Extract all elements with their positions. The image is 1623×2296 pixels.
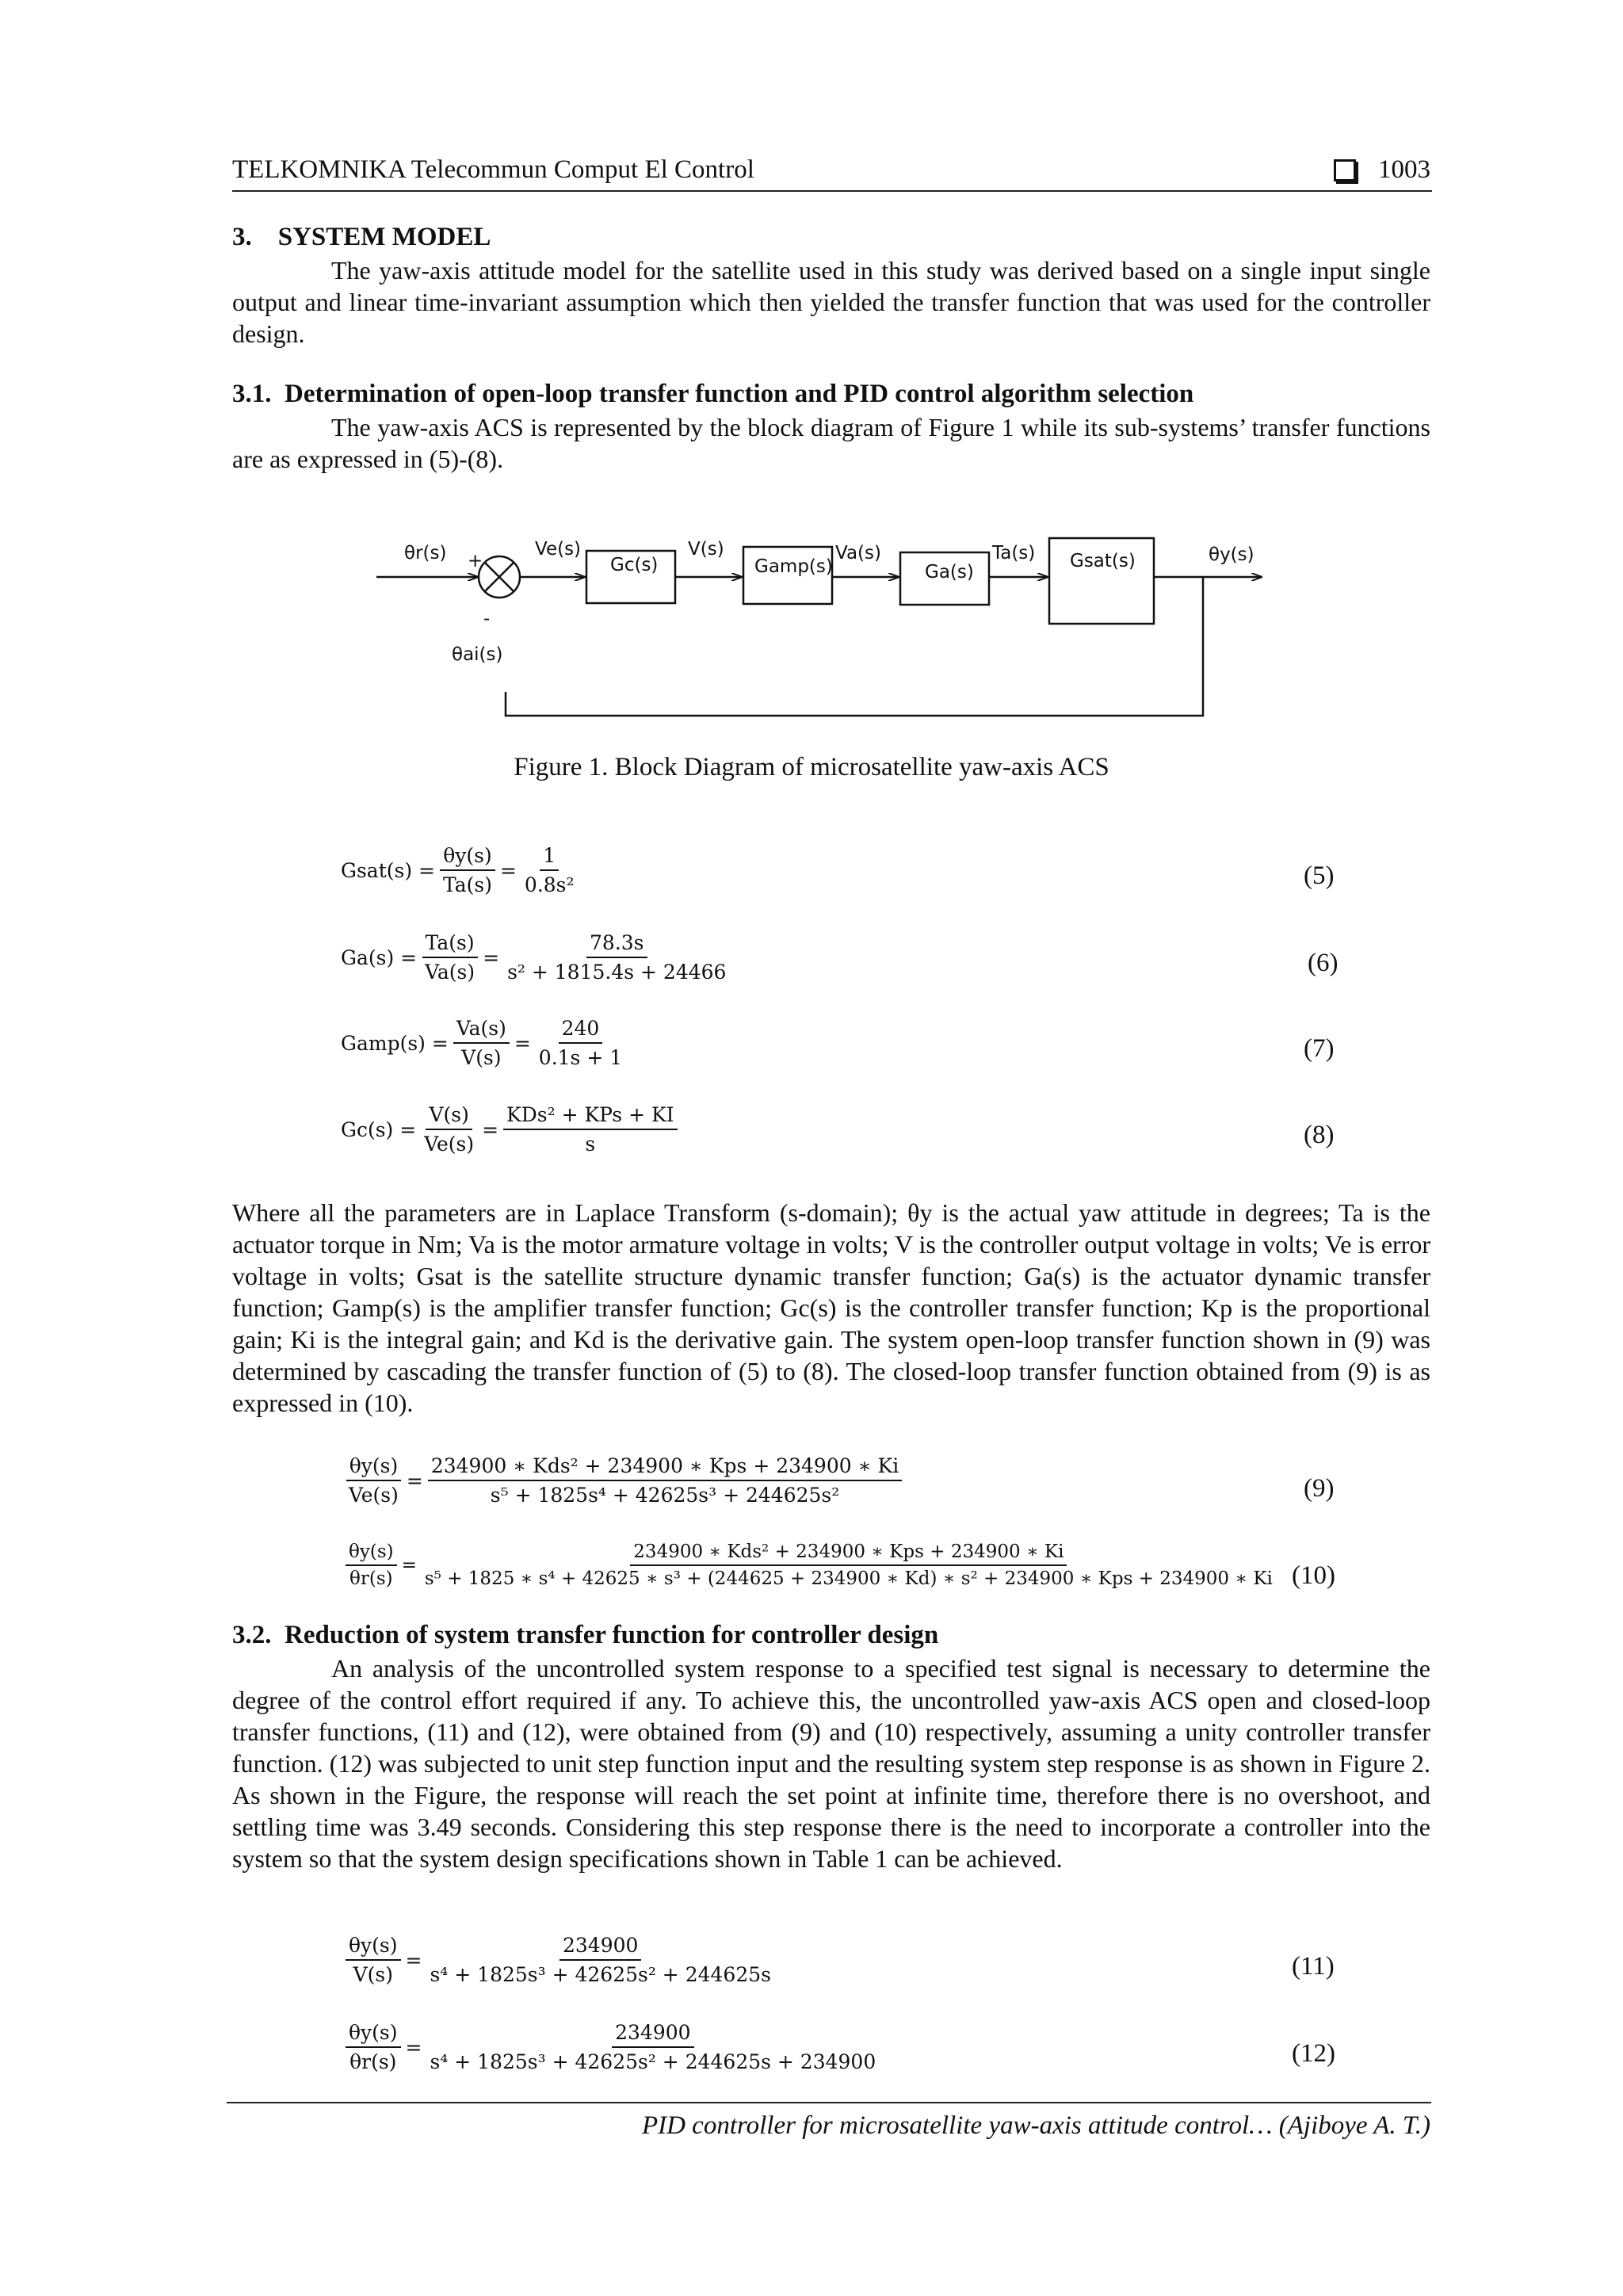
feedback-path bbox=[506, 577, 1203, 716]
equation-number-12: (12) bbox=[1292, 2039, 1335, 2068]
checkbox-square-icon bbox=[1334, 159, 1356, 181]
amplifier-label: Gamp(s) bbox=[754, 556, 833, 577]
section-3-paragraph: The yaw-axis attitude model for the satellite used in this study was derived based on a single input single output and linear time-invariant assumption which then yielded the transfer function that was used for the controller design. bbox=[232, 256, 1430, 348]
equation-11: $\frac{\theta y(s)}{V(s)}$ = $\frac{234900}{\text{s⁴ + 1825s³ + 42625s² + 244625s}}$ bbox=[341, 1934, 779, 1986]
equation-8: Gc(s) = $\frac{V(s)}{Ve(s)}$ = $\frac{\text{KDs² + KPs + KI}}{s}$ bbox=[341, 1103, 682, 1156]
error-label: Ve(s) bbox=[535, 539, 582, 560]
page-number: 1003 bbox=[1378, 155, 1430, 184]
input-label: θr(s) bbox=[404, 543, 447, 563]
amplifier-output-label: Va(s) bbox=[835, 543, 881, 563]
equation-number-6: (6) bbox=[1308, 949, 1338, 977]
running-footer: PID controller for microsatellite yaw-axis attitude control… (Ajiboye A. T.) bbox=[641, 2111, 1430, 2140]
torque-label: Ta(s) bbox=[992, 543, 1036, 563]
figure-1-caption: Figure 1. Block Diagram of microsatellite yaw-axis ACS bbox=[514, 753, 1109, 781]
feedback-label: θai(s) bbox=[452, 644, 503, 665]
equation-number-5: (5) bbox=[1304, 861, 1335, 890]
output-label: θy(s) bbox=[1209, 544, 1254, 565]
journal-name: TELKOMNIKA Telecommun Comput El Control bbox=[232, 155, 754, 184]
controller-label: Gc(s) bbox=[610, 555, 659, 575]
block-diagram bbox=[372, 527, 1276, 733]
equation-number-8: (8) bbox=[1304, 1121, 1335, 1149]
equation-number-11: (11) bbox=[1292, 1952, 1335, 1981]
section-heading-3-1: 3.1. Determination of open-loop transfer function and PID control algorithm selection bbox=[232, 380, 1194, 408]
equation-number-7: (7) bbox=[1304, 1034, 1335, 1063]
equation-number-9: (9) bbox=[1304, 1474, 1335, 1503]
actuator-label: Ga(s) bbox=[925, 562, 974, 583]
equation-10: $\frac{\theta y(s)}{\theta r(s)}$ = 234900 ∗ Kds² + 234900 ∗ Kps + 234900 ∗ Ki s⁵ + 1825 ∗ s⁴ + 42625 ∗ s³ + (244625 + 234900 ∗ Kd) ∗ s² + 234900 ∗ Kps + 234900 ∗ Ki bbox=[341, 1541, 1281, 1589]
footer-rule bbox=[227, 2102, 1431, 2103]
header-rule bbox=[232, 190, 1432, 192]
section-heading-3: 3. SYSTEM MODEL bbox=[232, 223, 491, 251]
section-heading-3-2: 3.2. Reduction of system transfer function for controller design bbox=[232, 1621, 939, 1649]
equation-9: $\frac{\theta y(s)}{Ve(s)}$ = $\frac{\text{234900 ∗ Kds² + 234900 ∗ Kps + 234900 ∗ Ki}}{\text{s⁵ + 1825s⁴ + 42625s³ + 244625s²}}$ bbox=[341, 1454, 907, 1507]
plus-sign: + bbox=[468, 551, 483, 571]
controller-output-label: V(s) bbox=[688, 539, 724, 560]
section-3-2-paragraph: An analysis of the uncontrolled system response to a specified test signal is necessary to determine the degree of the control effort required if any. To achieve this, the uncontrolled yaw-axis ACS open and closed-loop transfer functions, (11) and (12), were obtained from (9) and (10) respectively, assuming a unity controller transfer function. (12) was subjected to unit step function input and the resulting system step response is as shown in Figure 2. As shown in the Figure, the response will reach the set point at infinite time, therefore there is no overshoot, and settling time was 3.49 seconds. Considering this step response there is the need to incorporate a controller into the system so that the system design specifications shown in Table 1 can be achieved. bbox=[232, 1654, 1430, 1873]
running-header bbox=[232, 155, 1430, 185]
parameter-definitions-paragraph: Where all the parameters are in Laplace Transform (s-domain); θy is the actual yaw attitude in degrees; Ta is the actuator torque in Nm; Va is the motor armature voltage in volts; V is the controller output voltage in volts; Ve is error voltage in volts; Gsat is the satellite structure dynamic transfer function; Ga(s) is the actuator dynamic transfer function; Gamp(s) is the amplifier transfer function; Gc(s) is the controller transfer function; Kp is the proportional gain; Ki is the integral gain; and Kd is the derivative gain. The system open-loop transfer function shown in (9) was determined by cascading the transfer function of (5) to (8). The closed-loop transfer function obtained from (9) is as expressed in (10). bbox=[232, 1198, 1431, 1417]
section-3-1-paragraph: The yaw-axis ACS is represented by the block diagram of Figure 1 while its sub-systems’ transfer functions are as expressed in (5)-(8). bbox=[232, 413, 1430, 473]
equation-7: Gamp(s) = $\frac{Va(s)}{V(s)}$ = $\frac{240}{0.1s + 1}$ bbox=[341, 1017, 623, 1069]
equation-12: $\frac{\theta y(s)}{\theta r(s)}$ = $\frac{234900}{\text{s⁴ + 1825s³ + 42625s² + 244625s + 234900}}$ bbox=[341, 2021, 884, 2073]
minus-sign: - bbox=[483, 609, 491, 629]
equation-6: Ga(s) = $\frac{Ta(s)}{Va(s)}$ = $\frac{78.3s}{\text{s² + 1815.4s + 24466}}$ bbox=[341, 931, 727, 984]
equation-number-10: (10) bbox=[1292, 1561, 1335, 1590]
equation-5: Gsat(s) = $\frac{\theta y(s)}{Ta(s)}$ = $\frac{1}{\text{0.8s²}}$ bbox=[341, 844, 575, 896]
satellite-label: Gsat(s) bbox=[1070, 551, 1136, 571]
